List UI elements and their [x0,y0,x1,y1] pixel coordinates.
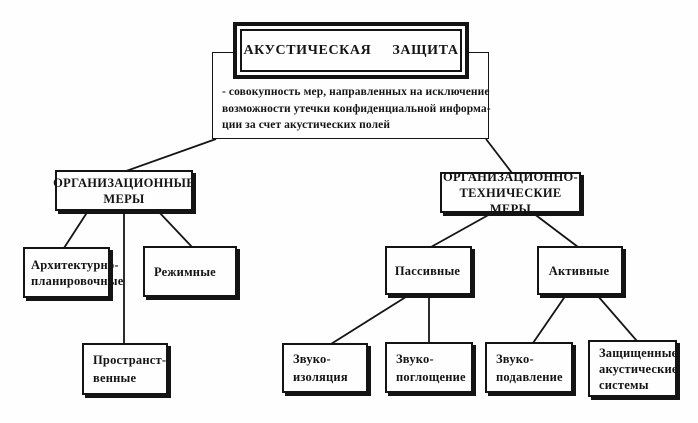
node-zvukopod [485,342,573,393]
node-zvukoizol-label-line: Звуко- [293,352,331,366]
diagram-title: АКУСТИЧЕСКАЯ ЗАЩИТА [240,29,462,72]
connector-org-arch [64,211,88,248]
node-passive [385,246,472,295]
node-zvukopod-label-line: подавление [496,369,563,384]
node-org-label-line: ОРГАНИЗАЦИОННЫЕ [53,175,195,190]
definition-line: ции за счет акустических полей [222,119,391,131]
node-org-label-line: МЕРЫ [103,191,145,206]
node-rezhim-label-line: Режимные [154,264,216,279]
node-zashchsys-label-line: системы [599,377,649,392]
node-zvukopod-label-line: Звуко- [496,351,534,366]
node-prostran [82,343,168,395]
node-org [55,170,193,211]
connector-active-zvukopod [533,295,566,343]
node-arch [23,247,124,298]
node-passive-label-line: Пассивные [394,263,461,278]
node-zashchsys-label-line: Защищенные [599,345,678,360]
node-zashchsys [588,340,677,397]
connector-definition-org [126,139,216,171]
node-zvukoizol-label-line: изоляция [293,370,348,384]
node-zvukopogl [385,342,473,393]
node-prostran-label-line: Пространст- [93,353,167,367]
node-active-label-line: Активные [548,263,610,278]
node-zashchsys-label-line: акустические [599,361,678,376]
node-zvukoizol [282,343,368,393]
node-arch-label-line: планировочные [31,273,124,288]
connector-orgtech-active [533,213,578,247]
node-prostran-label-line: венные [93,371,137,385]
node-rezhim [143,246,237,297]
connector-org-rezhim [158,211,192,247]
node-orgtech-label-line: ТЕХНИЧЕСКИЕ МЕРЫ [459,185,562,216]
node-orgtech-label-line: ОРГАНИЗАЦИОННО- [442,169,579,184]
node-zvukopogl-label-line: поглощение [396,369,466,384]
connector-active-zashchsys [597,295,637,341]
definition-line: - совокупность мер, направленных на исключение [222,86,490,98]
node-active [537,246,623,295]
definition-line: возможности утечки конфиденциальной информа- [222,102,491,115]
node-arch-label-line: Архитектурно- [31,257,119,272]
node-orgtech [440,169,581,216]
node-title [233,22,469,79]
node-zvukopogl-label-line: Звуко- [396,351,434,366]
connector-orgtech-passive [431,213,492,247]
connector-passive-zvukoizol [331,295,409,344]
